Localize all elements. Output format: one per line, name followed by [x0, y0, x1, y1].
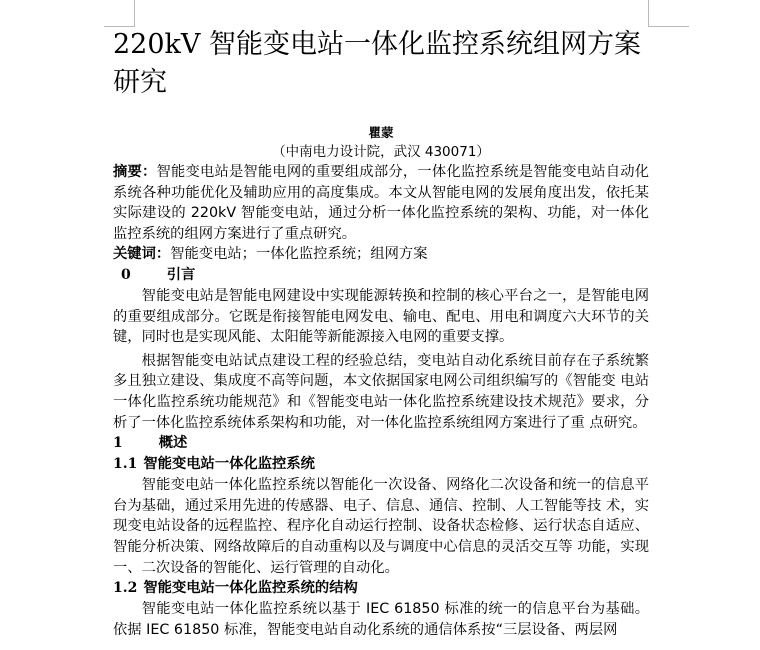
- section-0-paragraph-1: 智能变电站是智能电网建设中实现能源转换和控制的核心平台之一，是智能电网的重要组成部分。它既是衔接智能电网发电、输电、配电、用电和调度六大环节的关键，同时也是实现风能、太阳能等新能源接入电网的重要支撑。: [113, 287, 649, 346]
- section-heading-1-2: [113, 578, 649, 599]
- section-1-1-paragraph-1: 智能变电站一体化监控系统以智能化一次设备、网络化二次设备和统一的信息平台为基础，通过采用先进的传感器、电子、信息、通信、控制、人工智能等技 术，实现变电站设备的远程监控、程序化自动运行控制、设备状态检修、运行状态自适应、智能分析决策、网络故障后的自动重构以及与调度中心信息的灵活交互等 功能，实现一、二次设备的智能化、运行管理的自动化。: [113, 477, 649, 576]
- section-number-0: 0: [121, 266, 131, 283]
- abstract-label: 摘要：: [113, 164, 157, 180]
- section-title-1: 概述: [158, 435, 188, 452]
- keywords-label: 关键词：: [113, 246, 171, 263]
- keywords-paragraph: [113, 244, 649, 265]
- section-number-1-2: 1.2: [113, 580, 138, 597]
- section-heading-1: [113, 433, 649, 454]
- document-page: [113, 0, 649, 650]
- section-1-2-paragraph-1: 智能变电站一体化监控系统以基于 IEC 61850 标准的统一的信息平台为基础。依据 IEC 61850 标准，智能变电站自动化系统的通信体系按“三层设备、两层网: [113, 601, 649, 638]
- section-number-1: 1: [113, 435, 123, 452]
- section-title-1-1: 智能变电站一体化监控系统: [143, 456, 315, 473]
- section-heading-1-1: [113, 454, 649, 475]
- author-name: 瞿蒙: [368, 125, 394, 140]
- abstract-paragraph: [113, 162, 649, 244]
- abstract-text: 智能变电站是智能电网的重要组成部分，一体化监控系统是智能变电站自动化系统各种功能优化及辅助应用的高度集成。本文从智能电网的发展角度出发，依托某实际建设的 220kV 智能变电站，通过分析一体化监控系统的架构、功能，对一体化监控系统的组网方案进行了重点研究。: [113, 164, 650, 242]
- author-affiliation: （中南电力设计院，武汉 430071）: [272, 144, 490, 160]
- section-title-1-2: 智能变电站一体化监控系统的结构: [143, 580, 358, 597]
- section-heading-0: [113, 265, 649, 286]
- section-number-1-1: 1.1: [113, 456, 138, 473]
- crop-mark-top-right: [648, 0, 689, 27]
- keywords-text: 智能变电站；一体化监控系统；组网方案: [170, 246, 428, 263]
- page-title: 220kV 智能变电站一体化监控系统组网方案研究: [113, 29, 641, 98]
- section-0-paragraph-2: 根据智能变电站试点建设工程的经验总结，变电站自动化系统目前存在子系统繁多且独立建设、集成度不高等问题，本文依据国家电网公司组织编写的《智能变 电站一体化监控系统功能规范》和《智能变电站一体化监控系统建设技术规范》要求，分析了一体化监控系统体系架构和功能，对一体化监控系统组网方案进行了重 点研究。: [113, 352, 649, 431]
- section-title-0: 引言: [166, 266, 196, 283]
